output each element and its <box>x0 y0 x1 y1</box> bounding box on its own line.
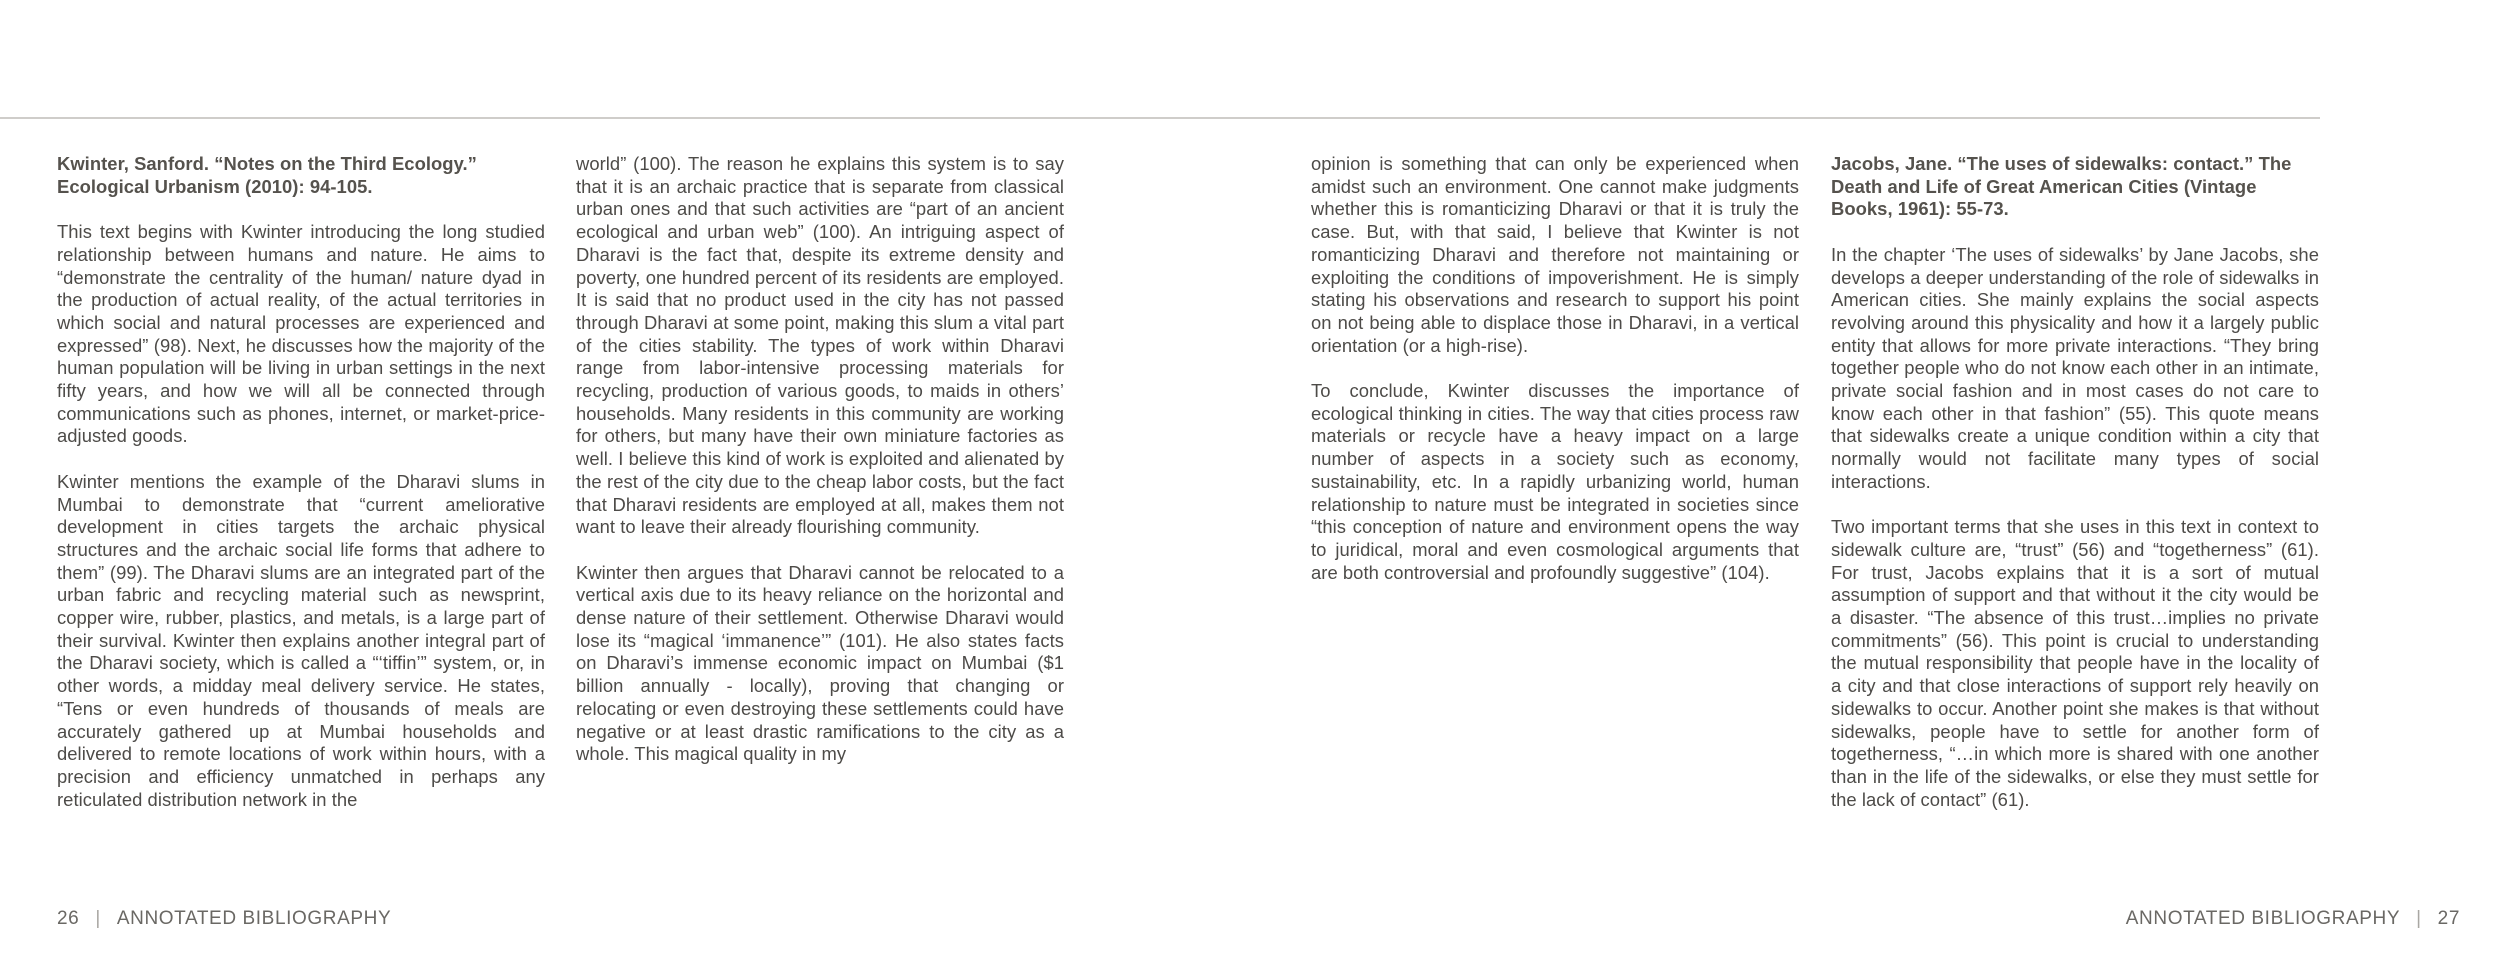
right-page-column-2 <box>1831 153 2319 811</box>
paragraph: opinion is something that can only be experienced when amidst such an environment. One cannot make judgments whether this is romanticizing Dharavi or that it is truly the case. But, with that said, I believe that Kwinter is not romanticizing Dharavi and therefore not maintaining or exploiting the conditions of impoverishment. He is simply stating his observations and research to support his point on not being able to displace those in Dharavi, in a vertical orientation (or a high-rise). <box>1311 153 1799 356</box>
right-page-column-1 <box>1311 153 1799 584</box>
paragraph: To conclude, Kwinter discusses the importance of ecological thinking in cities. The way that cities process raw materials or recycle have a heavy impact on a large number of aspects in a society such as economy, sustainability, etc. In a rapidly urbanizing world, human relationship to nature must be integrated in societies since “this conception of nature and environment opens the way to juridical, moral and even cosmological arguments that are both controversial and profoundly suggestive” (104). <box>1311 380 1799 583</box>
left-page-column-2 <box>576 153 1064 766</box>
paragraph: Kwinter then argues that Dharavi cannot be relocated to a vertical axis due to its heavy reliance on the horizontal and dense nature of their settlement. Otherwise Dharavi would lose its “magical ‘immanence’” (101). He also states facts on Dharavi’s immense economic impact on Mumbai ($1 billion annually - locally), proving that changing or relocating or even destroying these settlements could have negative or at least drastic ramifications to the city as a whole. This magical quality in my <box>576 561 1064 765</box>
running-head: ANNOTATED BIBLIOGRAPHY <box>116 908 392 929</box>
right-page-footer <box>2126 907 2460 931</box>
footer-separator: | <box>95 908 101 929</box>
citation-jacobs: Jacobs, Jane. “The uses of sidewalks: contact.” The Death and Life of Great American Cities (Vintage Books, 1961): 55-73. <box>1831 153 2292 220</box>
page-number: 27 <box>2437 908 2460 929</box>
running-head: ANNOTATED BIBLIOGRAPHY <box>2125 908 2401 929</box>
top-divider-rule <box>0 117 2320 119</box>
paragraph: This text begins with Kwinter introducing the long studied relationship between humans and nature. He aims to “demonstrate the centrality of the human/ nature dyad in the production of actual reality, of the actual territories in which social and natural processes are experienced and expressed” (98). Next, he discusses how the majority of the human population will be living in urban settings in the next fifty years, and how we will all be connected through communications such as phones, internet, or market-price-adjusted goods. <box>57 221 545 447</box>
left-page-footer <box>57 907 391 931</box>
page-number: 26 <box>57 908 80 929</box>
footer-separator: | <box>2416 908 2422 929</box>
citation-kwinter: Kwinter, Sanford. “Notes on the Third Ecology.” Ecological Urbanism (2010): 94-105. <box>57 153 477 197</box>
paragraph: Kwinter mentions the example of the Dharavi slums in Mumbai to demonstrate that “current ameliorative development in cities targets the archaic physical structures and the archaic social life forms that adhere to them” (99). The Dharavi slums are an integrated part of the urban fabric and recycling material such as newsprint, copper wire, rubber, plastics, and metals, is a large part of their survival. Kwinter then explains another integral part of the Dharavi society, which is called a “‘tiffin’” system, or, in other words, a midday meal delivery service. He states, “Tens or even hundreds of thousands of meals are accurately gathered up at Mumbai households and delivered to remote locations of work within hours, with a precision and efficiency unmatched in perhaps any reticulated distribution network in the <box>57 470 545 810</box>
paragraph: world” (100). The reason he explains this system is to say that it is an archaic practice that is separate from classical urban ones and that such activities are “part of an ancient ecological and urban web” (100). An intriguing aspect of Dharavi is the fact that, despite its extreme density and poverty, one hundred percent of its residents are employed. It is said that no product used in the city has not passed through Dharavi at some point, making this slum a vital part of the cities stability. The types of work within Dharavi range from labor-intensive processing materials for recycling, production of various goods, to maids in others’ households. Many residents in this community are working for others, but many have their own miniature factories as well. I believe this kind of work is exploited and alienated by the rest of the city due to the cheap labor costs, but the fact that Dharavi residents are employed at all, makes them not want to leave their already flourishing community. <box>576 153 1064 538</box>
paragraph: In the chapter ‘The uses of sidewalks’ by Jane Jacobs, she develops a deeper understanding of the role of sidewalks in American cities. She mainly explains the social aspects revolving around this physicality and how it a largely public entity that allows for more private interactions. “They bring together people who do not know each other in an intimate, private social fashion and in most cases do not care to know each other in that fashion” (55). This quote means that sidewalks create a unique condition within a city that normally would not facilitate many types of social interactions. <box>1831 243 2319 492</box>
left-page-column-1 <box>57 153 545 811</box>
paragraph: Two important terms that she uses in this text in context to sidewalk culture are, “trust” (56) and “togetherness” (61). For trust, Jacobs explains that it is a sort of mutual assumption of support and that without it the city would be a disaster. “The absence of this trust…implies no private commitments” (56). This point is crucial to understanding the mutual responsibility that people have in the locality of a city and that close interactions of support rely heavily on sidewalks to occur. Another point she makes is that without sidewalks, people have to settle for another form of togetherness, “…in which more is shared with one another than in the life of the sidewalks, or else they must settle for the lack of contact” (61). <box>1831 516 2319 810</box>
